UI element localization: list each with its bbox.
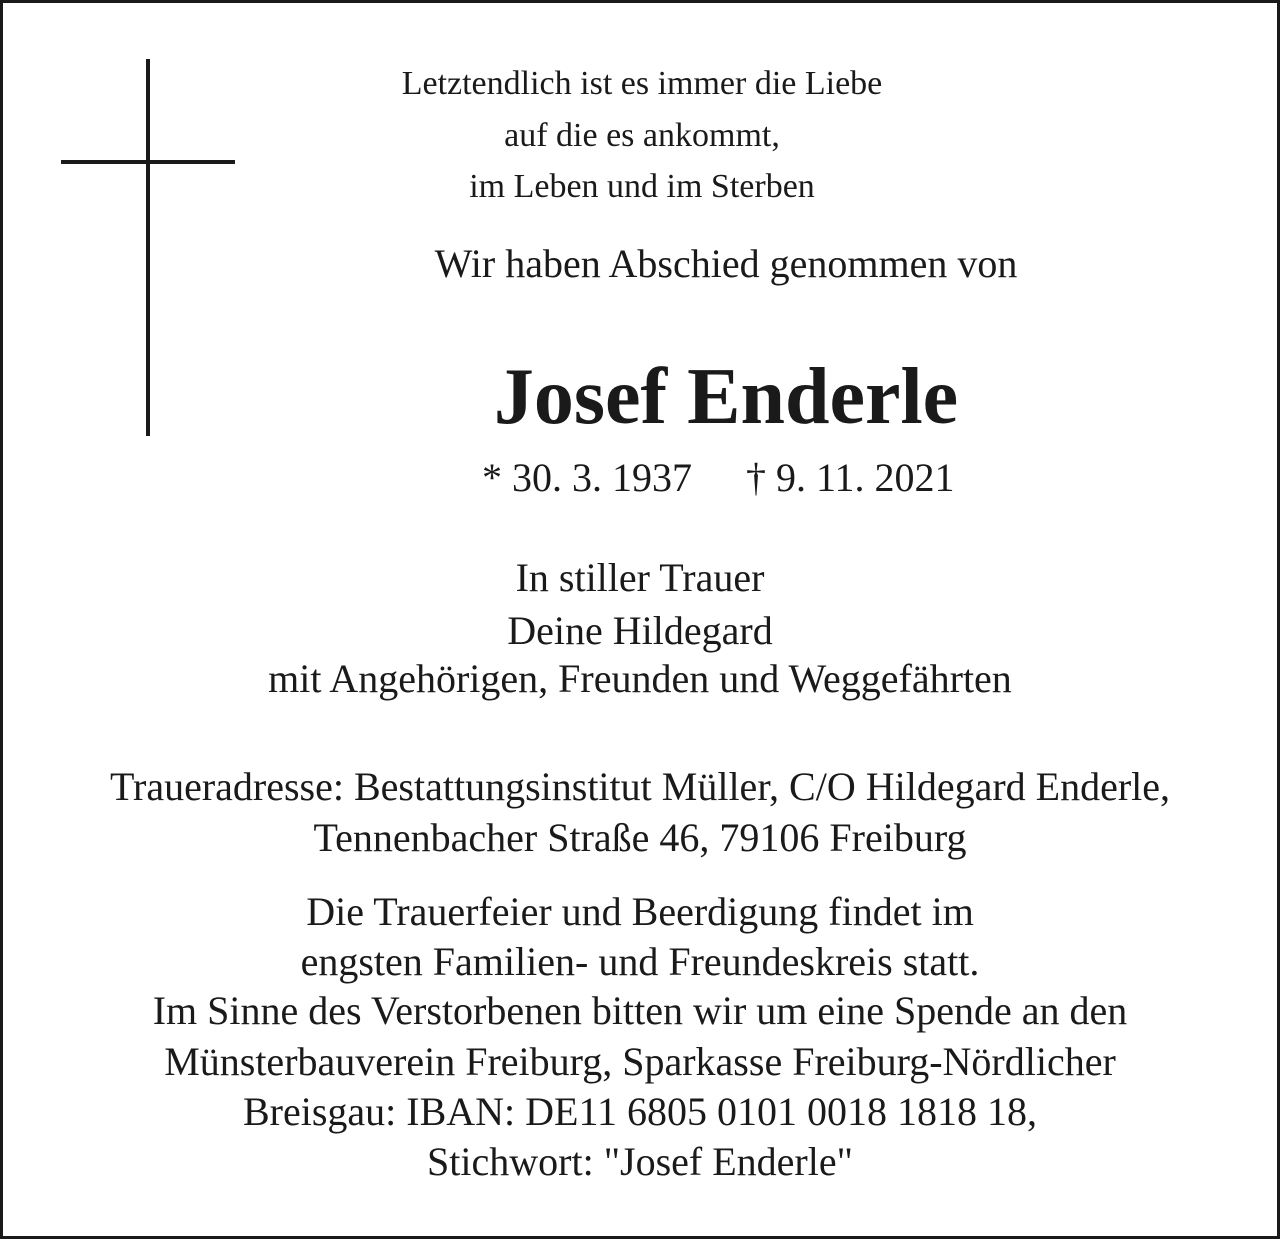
motto-line: im Leben und im Sterben — [469, 168, 815, 205]
notice-line: Im Sinne des Verstorbenen bitten wir um eine Spende an den — [152, 988, 1128, 1033]
address-line: Traueradresse: Bestattungsinstitut Müller, C/O Hildegard Enderle, — [109, 764, 1171, 809]
mourners-line: Deine Hildegard — [507, 608, 773, 653]
motto-line: auf die es ankommt, — [504, 117, 780, 154]
death-date: † 9. 11. 2021 — [746, 455, 955, 500]
mourners-line: mit Angehörigen, Freunden und Weggefährten — [268, 656, 1012, 701]
deceased-name: Josef Enderle — [493, 353, 959, 441]
mourners-line: In stiller Trauer — [515, 555, 765, 600]
address-line: Tennenbacher Straße 46, 79106 Freiburg — [313, 815, 967, 860]
notice-line: Münsterbauverein Freiburg, Sparkasse Freiburg-Nördlicher — [164, 1039, 1116, 1084]
notice-line: engsten Familien- und Freundeskreis statt. — [300, 939, 980, 984]
cross-icon — [146, 59, 150, 436]
notice-line: Stichwort: "Josef Enderle" — [427, 1139, 853, 1184]
notice-line: Breisgau: IBAN: DE11 6805 0101 0018 1818 18, — [242, 1089, 1038, 1134]
motto-line: Letztendlich ist es immer die Liebe — [401, 65, 883, 102]
notice-line: Die Trauerfeier und Beerdigung findet im — [306, 889, 974, 934]
intro-text: Wir haben Abschied genommen von — [434, 241, 1018, 286]
cross-icon-crossbar — [61, 160, 235, 164]
birth-date: * 30. 3. 1937 — [482, 455, 692, 500]
